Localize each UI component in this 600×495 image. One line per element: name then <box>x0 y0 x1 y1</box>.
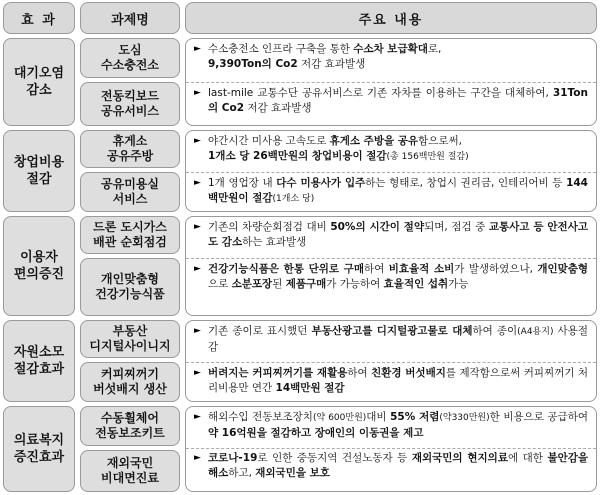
task-shared-salon <box>80 172 180 212</box>
content-item: ► 코로나-19로 인한 중동지역 건설노동자 등 재외국민의 현지의료에 대한 불안감을 해소하고, 재외국민을 보호 <box>194 452 589 479</box>
task-digital-signage <box>80 320 180 358</box>
task-hydrogen-station <box>80 38 180 78</box>
arrow-icon: ► <box>194 368 201 378</box>
task-line: 공유서비스 <box>101 104 159 118</box>
task-line: 디지털사이니지 <box>89 339 171 353</box>
effect-line: 대기오염 <box>13 66 65 81</box>
content-item: ► 기존 종이로 표시했던 부동산광고를 디지털광고물로 대체하여 종이(A4용지) 사용절감 <box>194 325 588 353</box>
content-item: ► 버려지는 커피찌꺼기를 재활용하여 친환경 버섯배지를 제작함으로써 커피찌꺼기 처리비용만 연간 14백만원 절감 <box>194 367 589 394</box>
task-coffee-mushroom <box>80 362 180 402</box>
task-line: 수동휠체어 <box>101 411 159 425</box>
content-item: ► 1개 영업장 내 다수 미용사가 입주하는 형태로, 창업시 권리금, 인테리어비 등 144백만원이 절감(1개소 당) <box>194 177 588 204</box>
content-row1 <box>185 38 597 126</box>
task-drone-inspection <box>80 216 180 254</box>
effect-line: 절감 <box>26 172 52 187</box>
content-row2 <box>185 130 597 212</box>
effect-line: 자원소모 <box>13 345 65 360</box>
task-kickboard-sharing <box>80 82 180 126</box>
task-line: 서비스 <box>112 192 148 206</box>
effect-startup-cost <box>3 130 75 212</box>
task-line: 휴게소 <box>112 134 148 148</box>
task-line: 도심 <box>118 43 142 57</box>
arrow-icon: ► <box>194 44 201 54</box>
content-item: ► 건강기능식품은 한통 단위로 구매하여 비효율적 소비가 발생하였으나, 개인맞춤형으로 소분포장된 제품구매가 가능하여 효율적인 섭취가능 <box>194 263 589 290</box>
arrow-icon: ► <box>194 222 201 232</box>
effect-line: 편의증진 <box>13 267 65 282</box>
content-item: ► last-mile 교통수단 공유서비스로 기존 자차를 이용하는 구간을 대체하여, 31Ton의 Co2 저감 효과발생 <box>194 87 588 114</box>
effect-user-convenience <box>3 216 75 316</box>
task-line: 커피찌꺼기 <box>101 367 159 381</box>
content-row4 <box>185 320 597 402</box>
task-line: 공유주방 <box>106 149 154 163</box>
arrow-icon: ► <box>194 412 201 422</box>
effect-line: 증진효과 <box>13 450 65 465</box>
arrow-icon: ► <box>194 136 201 146</box>
effect-air-pollution <box>3 38 75 126</box>
effect-line: 창업비용 <box>13 155 65 170</box>
arrow-icon: ► <box>194 88 201 98</box>
task-line: 버섯배지 생산 <box>93 382 167 396</box>
task-telemedicine <box>80 450 180 492</box>
content-item: ► 기존의 차량순회점검 대비 50%의 시간이 절약되며, 점검 중 교통사고 등 안전사고도 감소하는 효과발생 <box>194 221 588 248</box>
task-line: 수소충전소 <box>101 58 159 72</box>
effect-line: 이용자 <box>20 250 58 265</box>
task-line: 개인맞춤형 <box>101 272 159 286</box>
task-line: 드론 도시가스 <box>93 220 167 234</box>
arrow-icon: ► <box>194 326 201 336</box>
task-line: 재외국민 <box>106 456 154 470</box>
task-custom-supplements <box>80 258 180 316</box>
content-row3 <box>185 216 597 316</box>
task-line: 배관 순회점검 <box>93 235 167 249</box>
task-line: 부동산 <box>112 324 148 338</box>
content-item: ► 수소충전소 인프라 구축을 통한 수소차 보급확대로, 9,390Ton의 Co2 저감 효과발생 <box>194 43 442 70</box>
arrow-icon: ► <box>194 264 201 274</box>
content-row5 <box>185 406 597 492</box>
effect-line: 절감효과 <box>13 362 65 377</box>
task-line: 건강기능식품 <box>95 287 165 301</box>
content-item: ► 해외수입 전동보조장치(약 600만원)대비 55% 저렴(약330만원)한 비용으로 공급하여 약 16억원을 절감하고 장애인의 이동권을 제고 <box>194 411 588 439</box>
effect-resource-saving <box>3 320 75 402</box>
task-wheelchair-kit <box>80 406 180 446</box>
task-shared-kitchen <box>80 130 180 168</box>
content-item: ► 야간시간 미사용 고속도로 휴게소 주방을 공유함으로써, 1개소 당 26백만원의 창업비용이 절감(총 156백만원 절감) <box>194 135 469 162</box>
effect-line: 의료복지 <box>13 433 65 448</box>
task-line: 전동보조키트 <box>95 426 165 440</box>
task-line: 공유미용실 <box>101 177 159 191</box>
arrow-icon: ► <box>194 178 201 188</box>
task-line: 전동킥보드 <box>101 89 159 103</box>
header-task: 과제명 <box>80 2 180 34</box>
effect-line: 감소 <box>26 83 52 98</box>
arrow-icon: ► <box>194 453 201 463</box>
task-line: 비대면진료 <box>101 471 159 485</box>
effect-medical-welfare <box>3 406 75 492</box>
header-content: 주요 내용 <box>185 2 597 34</box>
header-effect: 효 과 <box>3 2 75 34</box>
